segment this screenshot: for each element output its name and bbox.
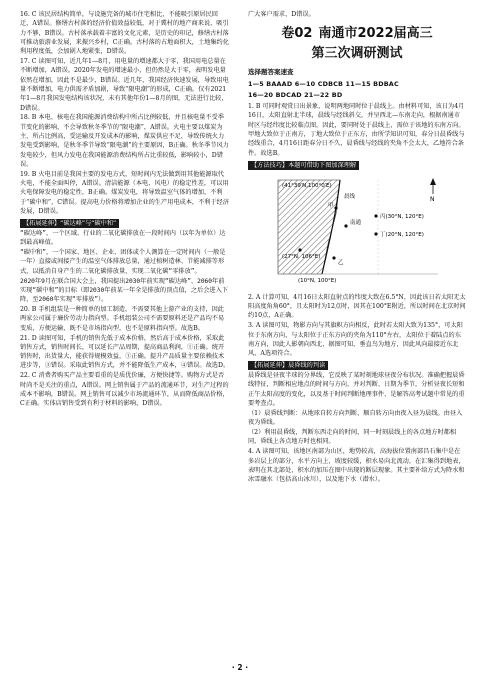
map-label-north: (41°39′N,100°0′E)	[282, 182, 332, 189]
answer-16: 16. C 该民居结构简单，与设施完备的城市住宅相比，不能吸引原居民回迁，A错误。修缮古村落的经济价值效益较低，对于冀村的地产商来说，吸引力不够，B错误。古村落承载着丰富的文化元素，是历史的印记，修缮古村落可推动旅游业发展，来振兴乡村，C正确。古村落的占地面积大，土地集约化利用程度低，会加剧人地紧张，D错误。	[20, 11, 229, 56]
north-label: N	[430, 195, 435, 203]
exam-title	[248, 27, 466, 41]
method-tag: 【方法技巧】本题可借助下图加深理解	[248, 161, 359, 170]
extension-line-2: “碳中和”，一个国家、地区、企业、团体或个人测算在一定时间内（一般是一年）直接或间接产生的温室气体排放总量，通过植树造林、节能减排等形式，以抵消自身产生的二氧化碳排放量，实现二氧化碳“零排放”。	[20, 249, 226, 275]
answer-key-line-2: 16—20 BDCAD 21—22 BD	[248, 90, 343, 99]
answer-20: 20. B 手机组装是一种简单的加工制造，不需要其他上游产业的支持，因此两家公司属于廉价劳动力指向型。手机组装公司不需要原料还是产品均不易变质，方便运输，既不是市场指向型，也不是原料指向型。故选B。	[20, 306, 225, 332]
answer-key-heading: 选择题答案速查	[248, 68, 294, 77]
extension-line-3: 2020年9月在联合国大会上，我国提出2030年前实现“碳达峰”、2060年前实现“碳中和”的目标（即2030年前某一年全是排放的顶点值，之后会进入下降，至2060年实现“零排放”）。	[20, 277, 228, 304]
extension-tag-terminator: 【拓展延伸】晨昏线的判读	[248, 361, 328, 370]
answer-4: 4. A 读图可知，该地区南部为山区，地势较高，高海拔位置南部昌石集中是在多岩层上的部分，水平方向上，坡度较缓，积水易向北流动，在汇集得到地表，表明在其北部处，积水的加压在图中出现的断层现象。其主要补给方式为降水和冰雪融水（包括高山冰川），以及地下水（潜水）。	[248, 448, 465, 484]
terminator-line-3: （2）利用晨昏线，判断东西走向的时间，同一时刻晨线上的各点地方时都相同，昏线上各点地方时也相同。	[248, 429, 457, 446]
extension-line-1: “碳达峰”，一个区域、行业的二氧化碳排放在一段时间内（以年为单位）达到最高峰值。	[20, 229, 226, 247]
terminator-map	[258, 174, 448, 286]
map-label-line: 晨线	[344, 193, 356, 200]
extension-tag-carbon: 【拓展延伸】“碳达峰”与“碳中和”	[20, 219, 119, 228]
volume-label: 卷02	[281, 26, 313, 42]
answer-19: 19. B 火电目前是我国主要的发电方式，短时间内无法做到用其他能源取代火电，不能全面叫停，A错误。清洁能源（本电、风电）的稳定性差，可以用火电保障发电的稳定性，B正确。煤炭发电，将导致温室气体的增加，不利于“碳中和”，C错误。提高电力价格将增加企业的生产用电成本，不利于经济发展，D错误。	[20, 170, 230, 216]
map-label-c: 丙(30°N, 120°E)	[380, 213, 424, 220]
map-label-b: 乙	[338, 259, 344, 266]
map-label-d: 丁(20°N, 120°E)	[380, 231, 424, 238]
answer-3: 3. A 读图可知，物影方向与其旗帜方向相反，此时若太阳大致为135°，可太阳位于东南方向，与太阳位于正东方向的夹角为110°左右，太阳位于着陆点的东南方向，因此人影朝向西北，据图可知，垂直鸟为地方，因此风向最接近东北风，A选项符合。	[248, 322, 463, 358]
left-column	[20, 10, 230, 409]
exam-title-main: 南通市2022届高三	[318, 26, 433, 42]
terminator-line-2: （1）晨昏线判断：从地球自转方向判断，顺自转方向由夜入昼为晨线。由昼入夜为昏线。	[248, 409, 463, 427]
map-label-10: (10°N, 100°E)	[298, 277, 337, 284]
answer-18: 18. B 本电、核电在我国能源消费结构中所占比例较低，并且核电量不受季节变化的影响，不会导致秋冬季节的“限电潮”，A错误。火电主要以煤炭为主，所占比例高，受运输及开发成本的影响，煤炭供应不足，导致传统火力发电受到影响，是秋冬季节导致“限电潮”的主要原因，B正确。秋冬季节风力发电较少，但风力发电在我国能源消费结构所占比重较低，影响较小，D错误。	[20, 114, 229, 168]
answer-key-line-1: 1—5 BAAAD 6—10 CDBCB 11—15 BDBAC	[248, 79, 399, 88]
exam-title-sub: 第三次调研测试	[311, 46, 403, 62]
answer-2: 2. A 计算可知，4月16日太阳直射点的纬度大致在6.5°N，因此该日若太阳无太阳高度角角60°，且太阳时为12点时，因其在100°E附近，所以时间在北京时间约10点，A正确。	[248, 293, 466, 320]
terminator-line-1: 晨昏线是昼夜半球的分界线，它反映了某时刻地球昼夜分布状况。准确把握晨昏线特征，判断相应地点的时间与方向，并对判断、日期为季节，分析昼夜长短和正午太阳高度的变化，以及基于时间判断地理事件、是解答高考试题中常见的重要考查点。	[248, 372, 465, 408]
answer-21: 21. D 读图可知，手机的销售先低于成本价格，然后高于成本价格，采取此销售方式，销售时间长，可以延长产品周期，提高商品利润，①正确。统开销售时，出货量大，能获得规模效益，①正确。提升产品质量主要依赖技术进步等，③错误。采取此销售方式，并不能降低生产成本，④错误。故选D。	[20, 334, 230, 370]
continuation-line: 广大客户需求，D错误。	[248, 11, 315, 18]
extension-terminator	[248, 371, 466, 447]
answer-17: 17. C 读图可知，近几年1—8月，用电量的增速都大于零，我国用电总量在不断增加，A错误。2020年发电的增速最小，但仍然是大于零，表明发电量依然在增加，因此不是最少，B错误。近几年，我国经济快速发展，导致用电量不断增加，电力供需矛盾加剧，导致“限电潮”的形成，C正确。仅有2021年1—8月我国发电结构该状况，未有其他年份1—8月的图，无法进行比较，D错误。	[20, 58, 229, 112]
right-column	[248, 10, 466, 485]
page-number: · 2 ·	[231, 662, 249, 672]
map-label-27: (27°N, 106°E)	[282, 253, 321, 260]
map-label-nantong: 南通	[350, 219, 362, 226]
answer-1: 1. B 可同时观赏日出景象，说明两地同时位于晨线上。由材料可知，该日为4月16日，太阳直射北半球，晨线与经线斜交，并呈西北—东南走向，根据南通市时区与经纬度比较临点图，因此，要同时处于晨线上，需位于该地的东南方向。甲地大致位于正南方，丁地大致位于正东方，由所学知识可知，春分日晨昏线与经线重合，4月16日距春分日不久，晨昏线与经线的夹角不会太大，乙地符合条件。故选B。	[248, 103, 465, 157]
map-label-a: 甲	[328, 202, 334, 209]
extension-carbon	[20, 229, 230, 305]
answer-22: 22. C 消费者购买产品主要看重的是质优价廉，方便快捷等。购物方式是否时尚不是关注的重点，A错误。网上销售属于产品的流通环节，对生产过程的成本不影响，B错误。网上销售可以减少市场流通环节，从而降低商品价格，C正确。实体店销售受到有利于材料的影响，D错误。	[20, 372, 229, 408]
